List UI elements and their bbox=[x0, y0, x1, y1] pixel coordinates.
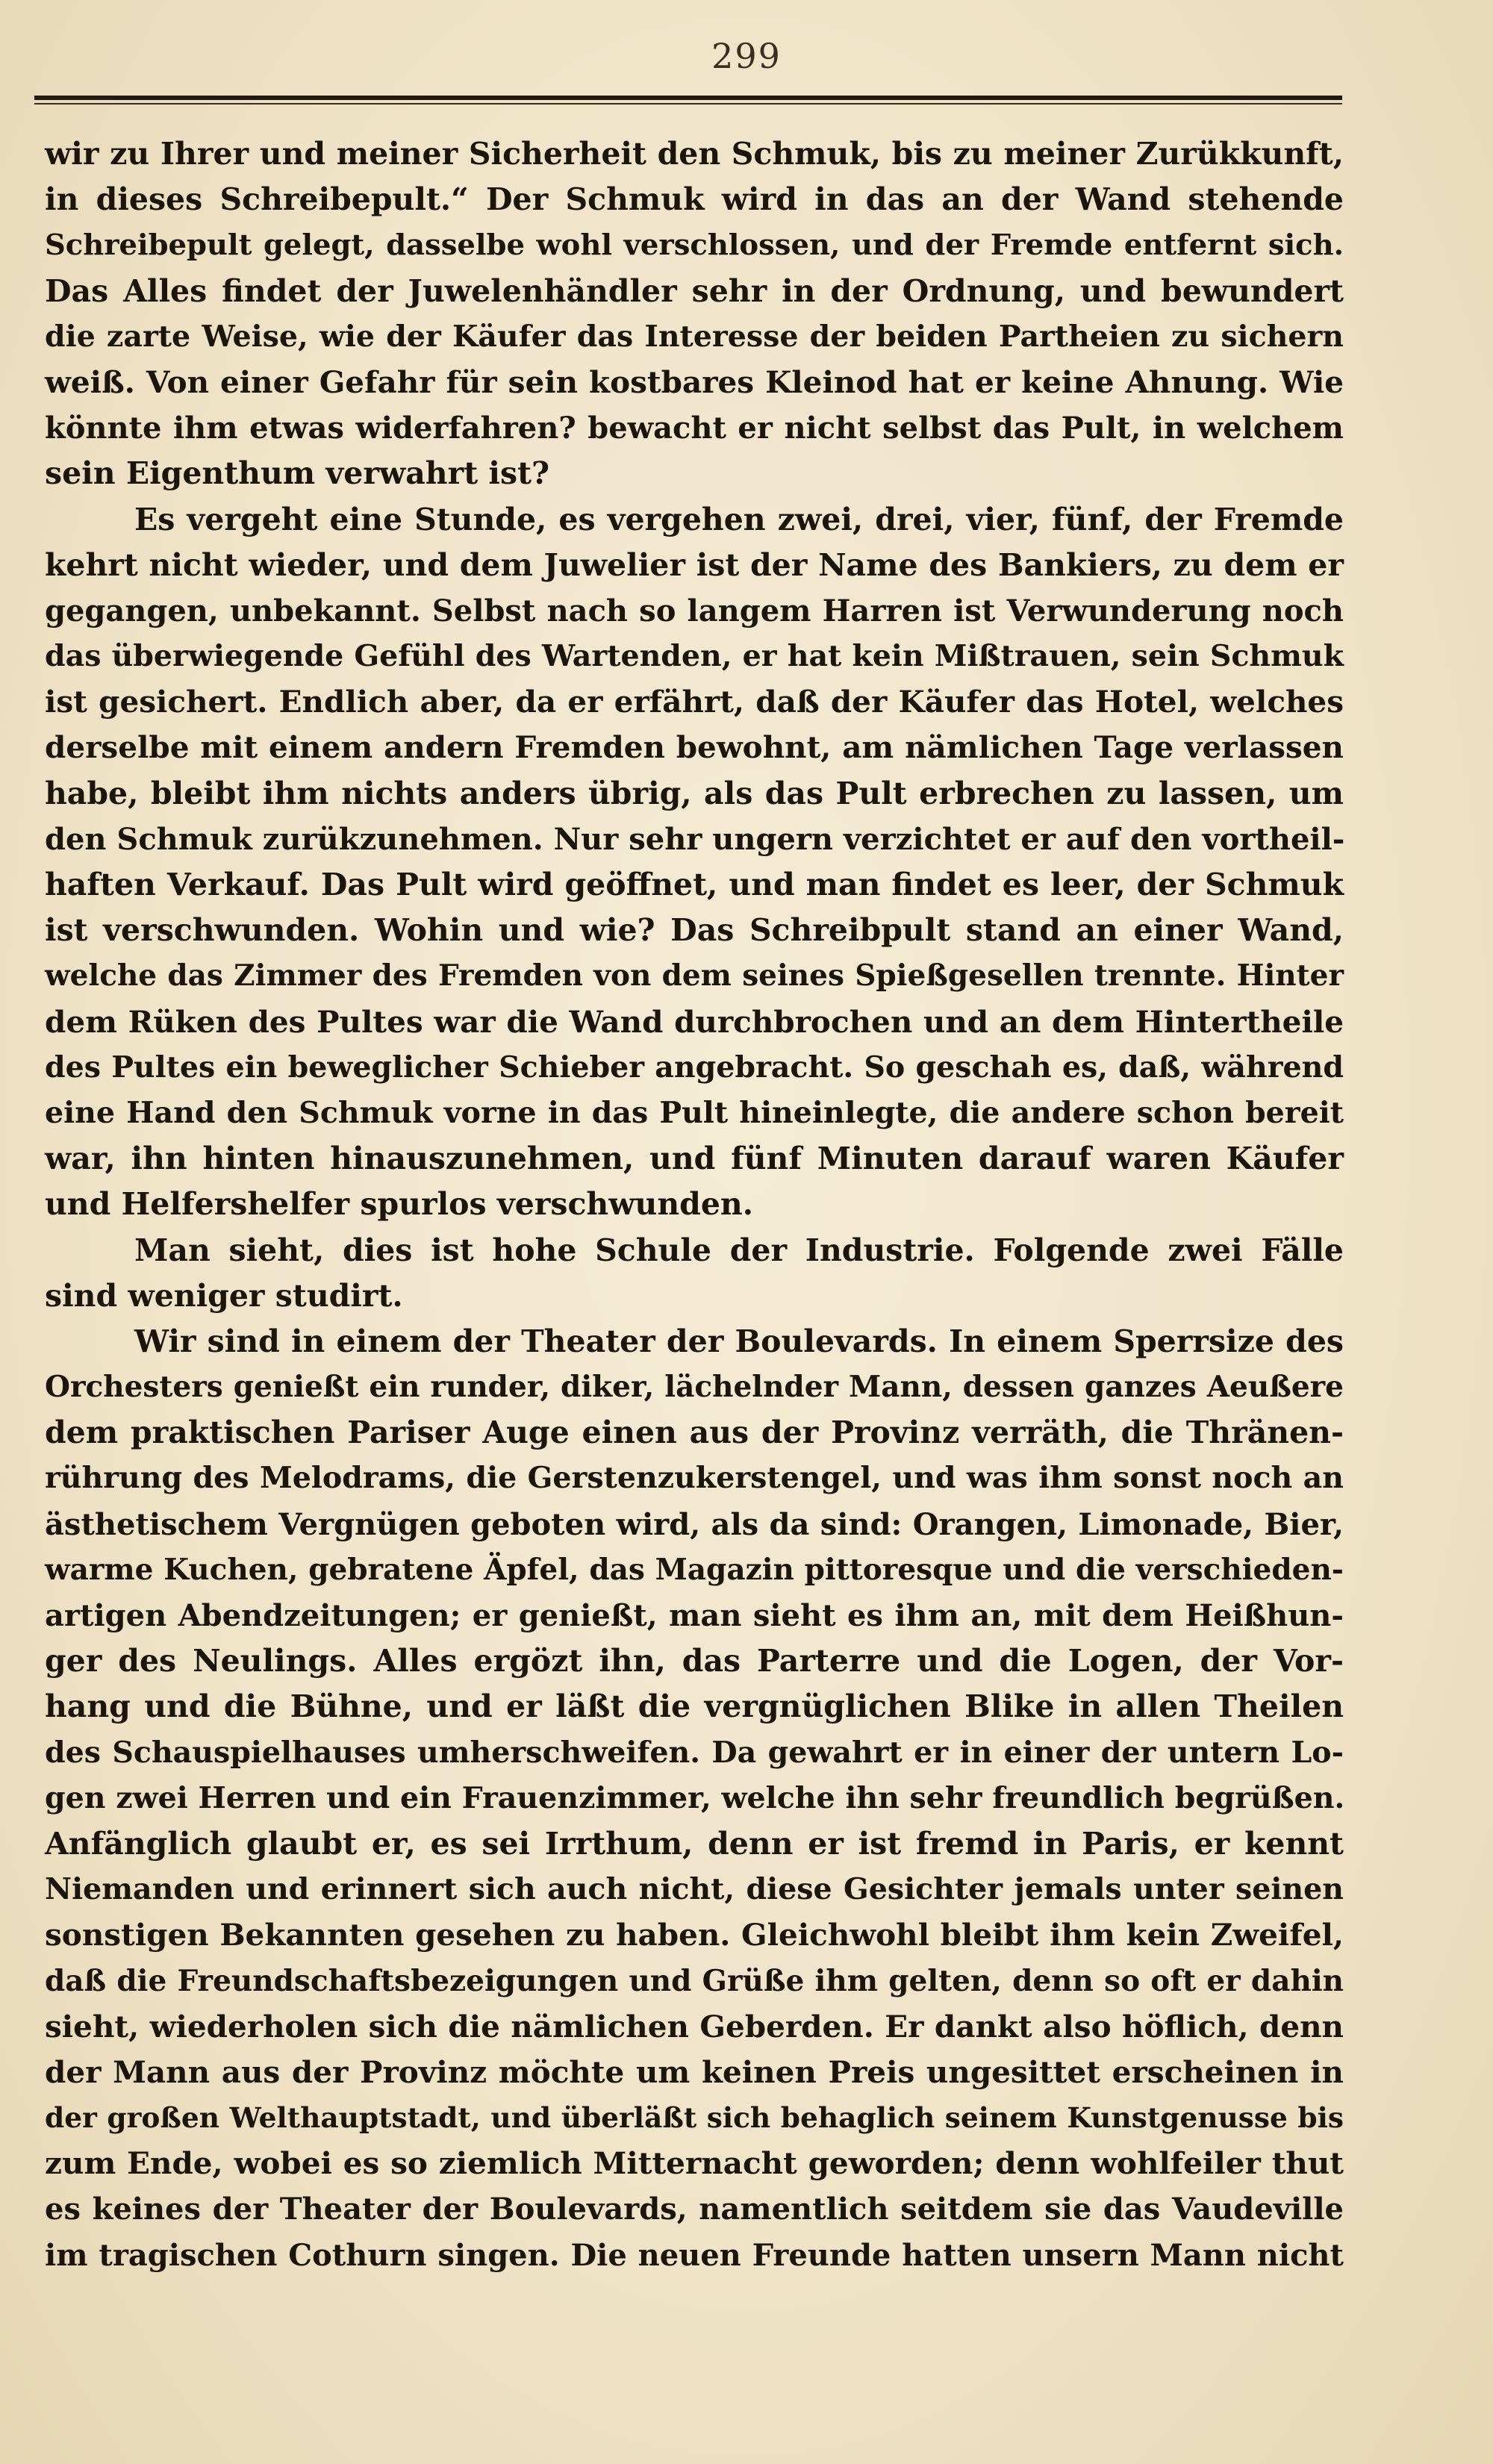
text-line: des Schauspielhauses umherschweifen. Da gewahrt er in einer der untern Lo- bbox=[45, 1735, 1344, 1770]
text-line: Niemanden und erinnert sich auch nicht, diese Gesichter jemals unter seinen bbox=[45, 1872, 1344, 1907]
text-line: Schreibepult gelegt, dasselbe wohl verschlossen, und der Fremde entfernt sich. bbox=[45, 228, 1344, 263]
text-line: derselbe mit einem andern Fremden bewohnt, am nämlichen Tage verlassen bbox=[45, 729, 1344, 766]
text-line: daß die Freundschaftsbezeigungen und Grüße ihm gelten, denn so oft er dahin bbox=[45, 1963, 1344, 1998]
text-line: könnte ihm etwas widerfahren? bewacht er nicht selbst das Pult, in welchem bbox=[45, 411, 1344, 446]
text-line: das überwiegende Gefühl des Wartenden, er hat kein Mißtrauen, sein Schmuk bbox=[45, 639, 1344, 674]
text-line: haften Verkauf. Das Pult wird geöffnet, und man findet es leer, der Schmuk bbox=[45, 867, 1344, 902]
text-line: welche das Zimmer des Fremden von dem seines Spießgesellen trennte. Hinter bbox=[45, 958, 1344, 994]
text-line: war, ihn hinten hinauszunehmen, und fünf Minuten darauf waren Käufer bbox=[45, 1141, 1344, 1177]
text-line: in dieses Schreibepult.“ Der Schmuk wird in das an der Wand stehende bbox=[45, 181, 1344, 218]
text-line: und Helfershelfer spurlos verschwunden. bbox=[45, 1186, 753, 1223]
body-text bbox=[45, 131, 1344, 2278]
text-line: warme Kuchen, gebratene Äpfel, das Magazin pittoresque und die verschieden- bbox=[45, 1552, 1344, 1587]
text-line: sind weniger studirt. bbox=[45, 1277, 403, 1314]
text-line: sieht, wiederholen sich die nämlichen Geberden. Er dankt also höflich, denn bbox=[45, 2008, 1344, 2045]
text-line: dem praktischen Pariser Auge einen aus der Provinz verräth, die Thränen- bbox=[45, 1415, 1344, 1451]
page-number: 299 bbox=[711, 36, 782, 76]
text-line: Wir sind in einem der Theater der Boulevards. In einem Sperrsize des bbox=[134, 1323, 1344, 1359]
text-line: der Mann aus der Provinz möchte um keinen Preis ungesittet erscheinen in bbox=[45, 2053, 1344, 2090]
header-rule bbox=[34, 96, 1342, 100]
text-line: habe, bleibt ihm nichts anders übrig, als das Pult erbrechen zu lassen, um bbox=[45, 775, 1344, 811]
text-line: ist verschwunden. Wohin und wie? Das Schreibpult stand an einer Wand, bbox=[45, 912, 1344, 949]
text-line: es keines der Theater der Boulevards, namentlich seitdem sie das Vaudeville bbox=[45, 2192, 1344, 2227]
text-line: ästhetischem Vergnügen geboten wird, als da sind: Orangen, Limonade, Bier, bbox=[45, 1506, 1344, 1542]
text-line: hang und die Bühne, und er läßt die vergnüglichen Blike in allen Theilen bbox=[45, 1688, 1344, 1725]
text-line: sonstigen Bekannten gesehen zu haben. Gleichwohl bleibt ihm kein Zweifel, bbox=[45, 1917, 1344, 1953]
text-line: eine Hand den Schmuk vorne in das Pult hineinlegte, die andere schon bereit bbox=[45, 1095, 1344, 1130]
text-line: ist gesichert. Endlich aber, da er erfährt, daß der Käufer das Hotel, welches bbox=[45, 684, 1344, 720]
text-line: kehrt nicht wieder, und dem Juwelier ist der Name des Bankiers, zu dem er bbox=[45, 546, 1344, 583]
text-line: den Schmuk zurükzunehmen. Nur sehr ungern verzichtet er auf den vortheil- bbox=[45, 821, 1345, 857]
text-line: zum Ende, wobei es so ziemlich Mitternacht geworden; denn wohlfeiler thut bbox=[45, 2145, 1344, 2182]
text-line: sein Eigenthum verwahrt ist? bbox=[45, 455, 550, 492]
text-line: im tragischen Cothurn singen. Die neuen Freunde hatten unsern Mann nicht bbox=[45, 2237, 1344, 2273]
text-line: gegangen, unbekannt. Selbst nach so langem Harren ist Verwunderung noch bbox=[45, 593, 1344, 629]
text-line: Anfänglich glaubt er, es sei Irrthum, denn er ist fremd in Paris, er kennt bbox=[45, 1825, 1344, 1862]
text-line: ger des Neulings. Alles ergözt ihn, das Parterre und die Logen, der Vor- bbox=[45, 1643, 1344, 1679]
text-line: weiß. Von einer Gefahr für sein kostbares Kleinod hat er keine Ahnung. Wie bbox=[45, 364, 1344, 400]
text-line: wir zu Ihrer und meiner Sicherheit den Schmuk, bis zu meiner Zurükkunft, bbox=[45, 136, 1344, 172]
header-rule-thin bbox=[34, 103, 1342, 105]
text-line: die zarte Weise, wie der Käufer das Interesse der beiden Partheien zu sichern bbox=[45, 319, 1344, 354]
text-line: Es vergeht eine Stunde, es vergehen zwei, drei, vier, fünf, der Fremde bbox=[134, 501, 1344, 537]
text-line: der großen Welthauptstadt, und überläßt sich behaglich seinem Kunstgenusse bis bbox=[45, 2101, 1344, 2135]
text-line: gen zwei Herren und ein Frauenzimmer, welche ihn sehr freundlich begrüßen. bbox=[45, 1780, 1345, 1815]
text-line: Man sieht, dies ist hohe Schule der Industrie. Folgende zwei Fälle bbox=[134, 1232, 1344, 1268]
text-line: des Pultes ein beweglicher Schieber angebracht. So geschah es, daß, während bbox=[45, 1049, 1344, 1085]
text-line: rührung des Melodrams, die Gerstenzukerstengel, und was ihm sonst noch an bbox=[45, 1461, 1344, 1496]
text-line: artigen Abendzeitungen; er genießt, man sieht es ihm an, mit dem Heißhun- bbox=[45, 1598, 1344, 1633]
text-line: Orchesters genießt ein runder, diker, lächelnder Mann, dessen ganzes Aeußere bbox=[45, 1370, 1344, 1405]
text-line: dem Rüken des Pultes war die Wand durchbrochen und an dem Hintertheile bbox=[45, 1003, 1344, 1040]
text-line: Das Alles findet der Juwelenhändler sehr in der Ordnung, und bewundert bbox=[45, 272, 1344, 309]
